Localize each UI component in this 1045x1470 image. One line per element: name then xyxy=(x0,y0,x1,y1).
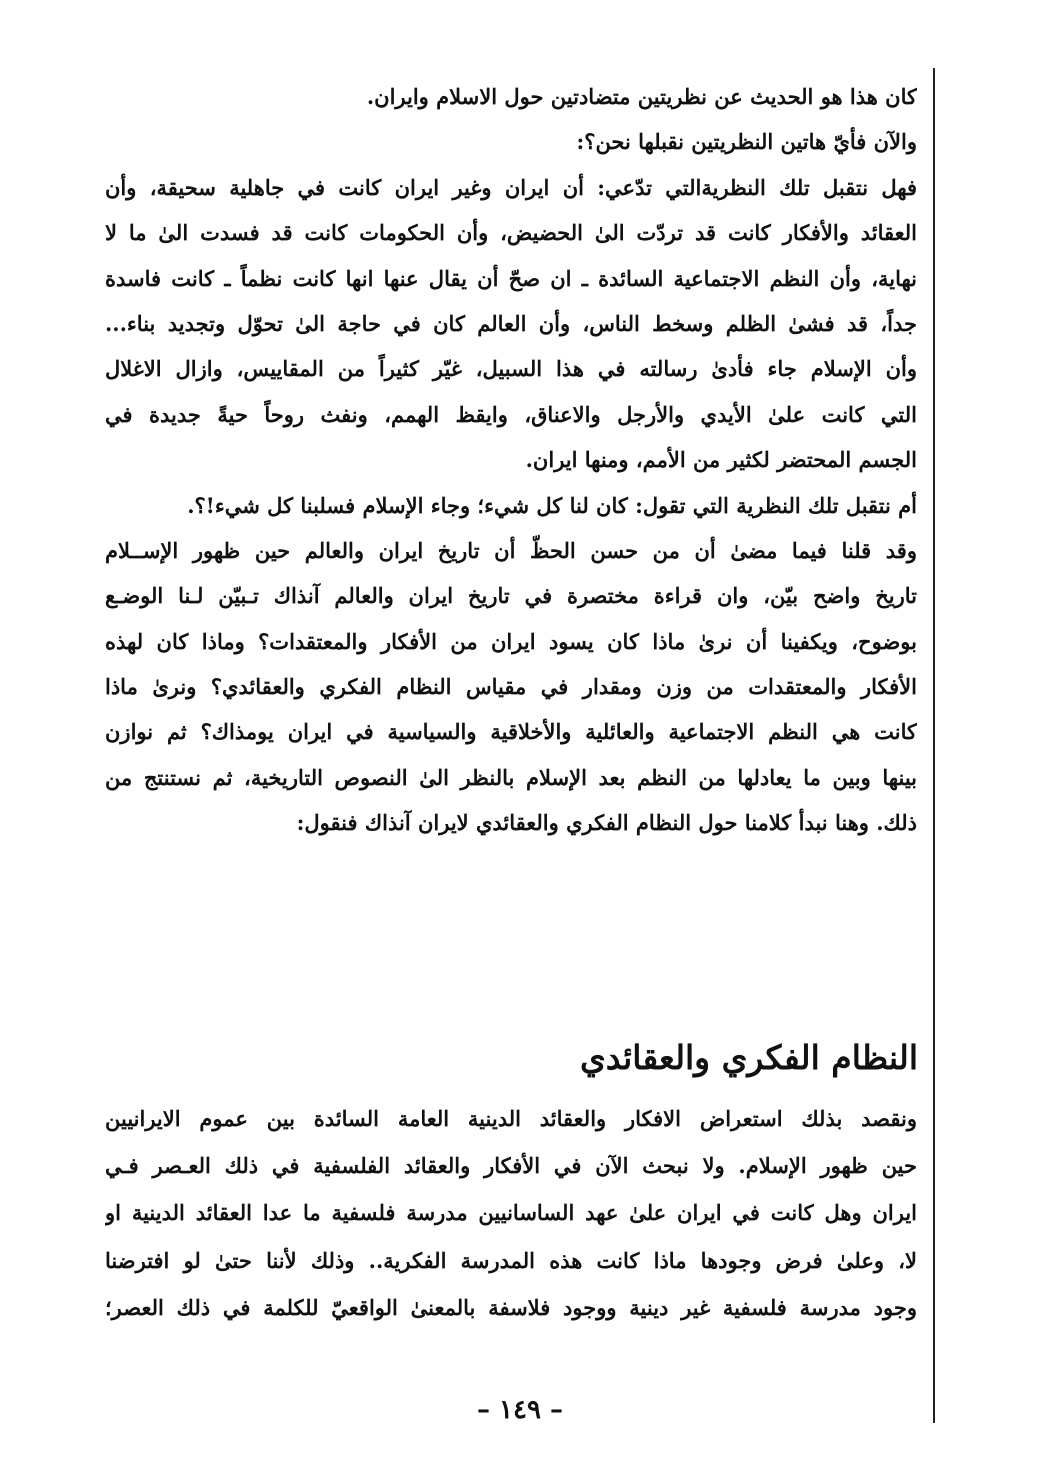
text-line: بينها وبين ما يعادلها من النظم بعد الإسلام بالنظر الىٰ النصوص التاريخية، ثم نستنتج من xyxy=(105,764,917,790)
text-line: التي كانت علىٰ الأيدي والأرجل والاعناق، وايقظ الهمم، ونفث روحاً حيةً جديدة في xyxy=(105,401,917,427)
text-line: وقد قلنا فيما مضىٰ أن من حسن الحظّ أن تاريخ ايران والعالم حين ظهور الإســلام xyxy=(105,537,917,563)
text-line: الجسم المحتضر لكثير من الأمم، ومنها ايران. xyxy=(525,447,917,473)
section-text xyxy=(105,1095,917,1331)
text-line: لا، وعلىٰ فرض وجودها ماذا كانت هذه المدرسة الفكرية.. وذلك لأننا حتىٰ لو افترضنا xyxy=(105,1247,917,1273)
text-line: بوضوح، ويكفينا أن نرىٰ ماذا كان يسود ايران من الأفكار والمعتقدات؟ وماذا كان لهذه xyxy=(105,628,917,654)
text-line: ذلك. وهنا نبدأ كلامنا حول النظام الفكري والعقائدي لايران آنذاك فنقول: xyxy=(296,810,917,836)
page-number: – ١٤٩ – xyxy=(476,1395,564,1425)
text-line: جداً، قد فشىٰ الظلم وسخط الناس، وأن العالم كان في حاجة الىٰ تحوّل وتجديد بناء... xyxy=(105,310,917,336)
text-line: ونقصد بذلك استعراض الافكار والعقائد الدينية العامة السائدة بين عموم الايرانيين xyxy=(105,1106,917,1131)
text-line: كان هذا هو الحديث عن نظريتين متضادتين حول الاسلام وايران. xyxy=(366,84,917,109)
text-line: ايران وهل كانت في ايران علىٰ عهد الساسانيين مدرسة فلسفية ما عدا العقائد الدينية او xyxy=(105,1200,917,1226)
text-line: الأفكار والمعتقدات من وزن ومقدار في مقياس النظام الفكري والعقائدي؟ ونرىٰ ماذا xyxy=(105,674,917,700)
text-line: العقائد والأفكار كانت قد تردّت الىٰ الحضيض، وأن الحكومات كانت قد فسدت الىٰ ما لا xyxy=(105,220,917,246)
body-text xyxy=(105,74,917,846)
text-line: تاريخ واضح بيّن، وان قراءة مختصرة في تاريخ ايران والعالم آنذاك تـبيّن لـنا الوضـع xyxy=(105,583,917,609)
section-heading: النظام الفكري والعقائدي xyxy=(579,1038,918,1077)
text-line: حين ظهور الإسلام. ولا نبحث الآن في الأفكار والعقائد الفلسفية في ذلك العـصر فـي xyxy=(105,1153,917,1179)
margin-rule xyxy=(933,68,935,1423)
text-line: وجود مدرسة فلسفية غير دينية ووجود فلاسفة بالمعنىٰ الواقعيّ للكلمة في ذلك العصر؛ xyxy=(105,1294,917,1320)
text-line: نهاية، وأن النظم الاجتماعية السائدة ـ ان صحّ أن يقال عنها انها كانت نظماً ـ كانت فاسدة xyxy=(105,265,917,291)
text-line: فهل نتقبل تلك النظريةالتي تدّعي: أن ايران وغير ايران كانت في جاهلية سحيقة، وأن xyxy=(105,174,917,200)
text-line: والآن فأيّ هاتين النظريتين نقبلها نحن؟: xyxy=(576,129,917,155)
text-line: أم نتقبل تلك النظرية التي تقول: كان لنا كل شيء؛ وجاء الإسلام فسلبنا كل شيء!؟. xyxy=(187,492,917,518)
text-line: وأن الإسلام جاء فأدىٰ رسالته في هذا السبيل، غيّر كثيراً من المقاييس، وازال الاغلال xyxy=(105,356,917,382)
text-line: كانت هي النظم الاجتماعية والعائلية والأخلاقية والسياسية في ايران يومذاك؟ ثم نوازن xyxy=(105,719,917,745)
